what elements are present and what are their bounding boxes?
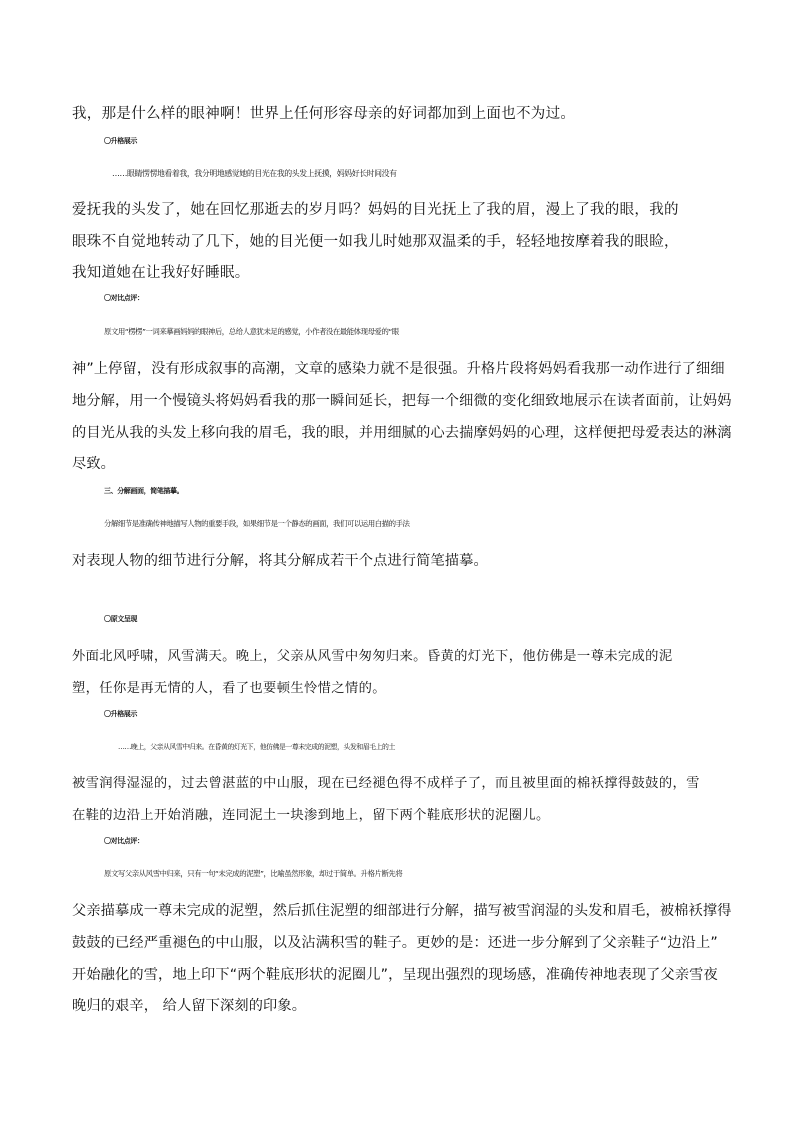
comment-heading-2: 〇对比点评： (104, 837, 144, 845)
comment-line: 的目光从我的头发上移向我的眉毛，我的眼，并用细腻的心去揣摩妈妈的心理，这样便把母爱表达的淋漓 (72, 425, 732, 441)
original-line: 外面北风呼啸，风雪满天。晚上，父亲从风雪中匆匆归来。昏黄的灯光下，他仿佛是一尊未完成的泥 (72, 649, 673, 664)
upgrade-line: 眼珠不自觉地转动了几下，她的目光便一如我儿时她那双温柔的手，轻轻地按摩着我的眼睑， (72, 234, 679, 250)
comment-line: 晚归的艰辛， 给人留下深刻的印象。 (72, 998, 307, 1014)
original-line: 塑，任你是再无情的人，看了也要顿生怜惜之情的。 (72, 681, 386, 696)
comment-line: 鼓鼓的已经严重褪色的中山服，以及沾满积雪的鞋子。更妙的是：还进一步分解到了父亲鞋子“边沿上” (72, 935, 718, 951)
comment-line: 神”上停留，没有形成叙事的高潮，文章的感染力就不是很强。升格片段将妈妈看我那一动作进行了细细 (72, 361, 725, 377)
upgrade-heading-1: 〇升格展示 (104, 137, 137, 145)
comment-line: 开始融化的雪，地上印下“两个鞋底形状的泥圈儿”，呈现出强烈的现场感，准确传神地表现了父亲雪夜 (72, 967, 718, 983)
comment-line: 地分解，用一个慢镜头将妈妈看我的那一瞬间延长，把每一个细微的变化细致地展示在读者面前，让妈妈 (72, 393, 732, 409)
upgrade-line: ……晚上，父亲从风雪中归来。在昏黄的灯光下，他仿佛是一尊未完成的泥塑，头发和眉毛上的土 (118, 743, 395, 751)
intro-line: 我，那是什么样的眼神啊！世界上任何形容母亲的好词都加到上面也不为过。 (72, 106, 576, 122)
section-title: 三、分解画面，简笔描摹。 (104, 487, 184, 495)
comment-line: 尽致。 (72, 456, 116, 472)
upgrade-heading-2: 〇升格展示 (104, 710, 137, 718)
original-heading: 〇原文呈现 (104, 615, 137, 623)
comment-line: 原文用“楞楞”一词来摹画妈妈的眼神后，总给人意犹未足的感觉，小作者没在最能体现母爱的“眼 (104, 327, 399, 336)
upgrade-line: ……眼睛愣愣地看着我，我分明地感觉她的目光在我的头发上抚摸，妈妈好长时间没有 (112, 169, 397, 178)
section-line: 对表现人物的细节进行分解，将其分解成若干个点进行简笔描摹。 (72, 553, 488, 569)
comment-line: 父亲描摹成一尊未完成的泥塑，然后抓住泥塑的细部进行分解，描写被雪润湿的头发和眉毛，被棉袄撑得 (72, 903, 732, 919)
comment-line: 原文写父亲从风雪中归来，只有一句“未完成的泥塑”，比喻虽然形象，却过于简单。升格片断先将 (104, 869, 403, 878)
comment-heading-1: 〇对比点评： (104, 294, 144, 302)
upgrade-line: 被雪润得湿湿的，过去曾湛蓝的中山服，现在已经褪色得不成样子了，而且被里面的棉袄撑得鼓鼓的，雪 (72, 776, 700, 791)
upgrade-line: 爱抚我的头发了，她在回忆那逝去的岁月吗？妈妈的目光抚上了我的眉，漫上了我的眼，我的 (72, 202, 679, 218)
upgrade-line: 我知道她在让我好好睡眠。 (72, 265, 250, 281)
section-line: 分解细节是准确传神地描写人物的重要手段，如果细节是一个静态的画面，我们可以运用白描的手法 (104, 519, 410, 528)
upgrade-line: 在鞋的边沿上开始消融，连同泥土一块渗到地上，留下两个鞋底形状的泥圈儿。 (72, 808, 550, 823)
